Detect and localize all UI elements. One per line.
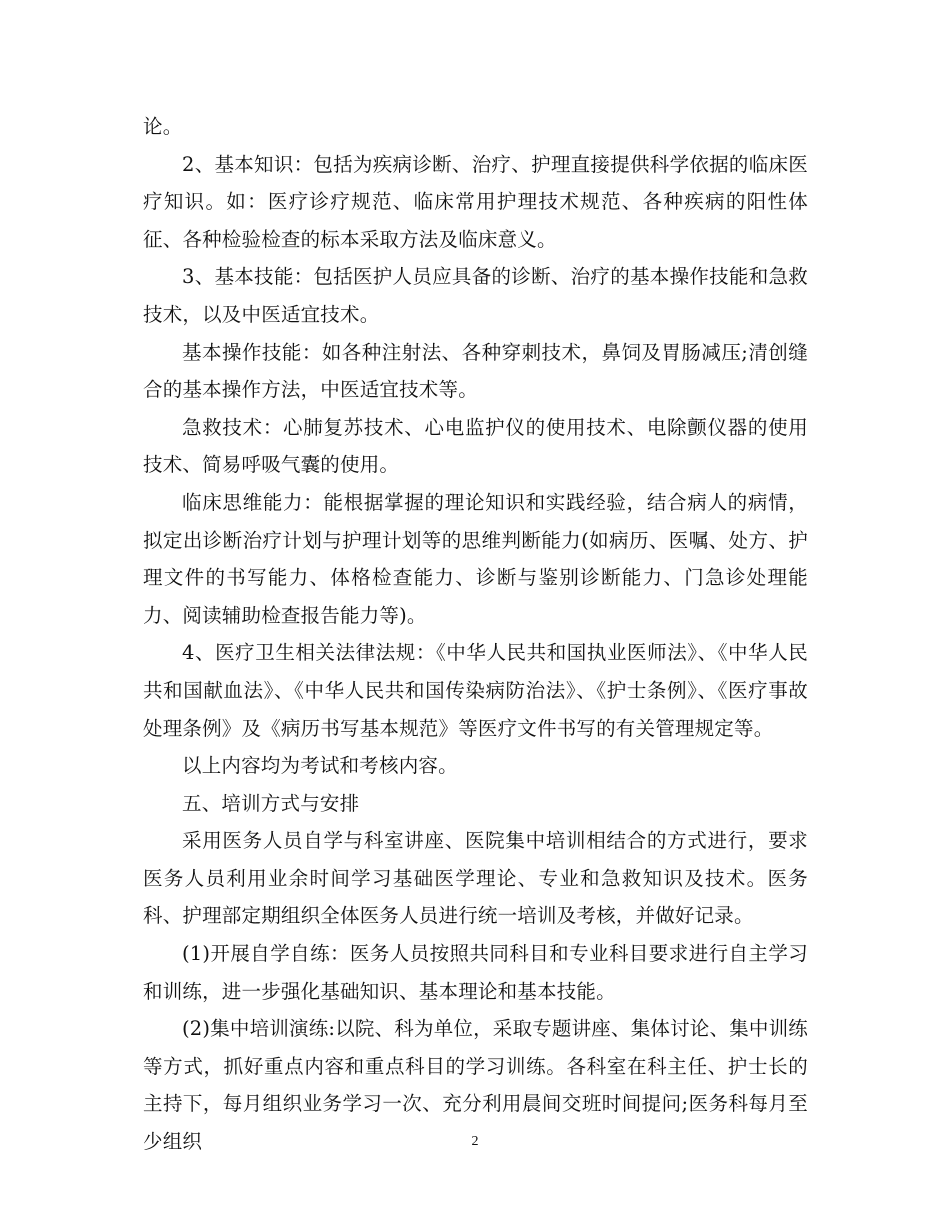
paragraph-clinical-thinking: 临床思维能力：能根据掌握的理论知识和实践经验，结合病人的病情，拟定出诊断治疗计划与护理计划等的思维判断能力(如病历、医嘱、处方、护理文件的书写能力、体格检查能力、诊断与鉴别诊断能力、门急诊处理能力、阅读辅助检查报告能力等)。 (143, 490, 808, 627)
paragraph-basic-skills: 3、基本技能：包括医护人员应具备的诊断、治疗的基本操作技能和急救技术，以及中医适宜技术。 (143, 265, 808, 326)
paragraph-basic-operation-skills: 基本操作技能：如各种注射法、各种穿刺技术，鼻饲及胃肠减压;清创缝合的基本操作方法，中医适宜技术等。 (143, 340, 808, 402)
paragraph-training-approach: 采用医务人员自学与科室讲座、医院集中培训相结合的方式进行，要求医务人员利用业余时间学习基础医学理论、专业和急救知识及技术。医务科、护理部定期组织全体医务人员进行统一培训及考核，并做好记录。 (143, 829, 808, 928)
paragraph-group-training: (2)集中培训演练:以院、科为单位，采取专题讲座、集体讨论、集中训练等方式，抓好重点内容和重点科目的学习训练。各科室在科主任、护士长的主持下，每月组织业务学习一次、充分利用晨间交班时间提问;医务科每月至少组织 (143, 1017, 808, 1154)
section-heading-training-methods: 五、培训方式与安排 (182, 791, 360, 815)
document-body (143, 108, 808, 1161)
paragraph-emergency-techniques: 急救技术：心肺复苏技术、心电监护仪的使用技术、电除颤仪器的使用技术、简易呼吸气囊的使用。 (143, 415, 808, 477)
paragraph-exam-note: 以上内容均为考试和考核内容。 (182, 754, 458, 778)
page-number: 2 (471, 1134, 479, 1149)
paragraph-self-study: (1)开展自学自练：医务人员按照共同科目和专业科目要求进行自主学习和训练，进一步强化基础知识、基本理论和基本技能。 (143, 942, 808, 1003)
paragraph-basic-knowledge: 2、基本知识：包括为疾病诊断、治疗、护理直接提供科学依据的临床医疗知识。如：医疗诊疗规范、临床常用护理技术规范、各种疾病的阳性体征、各种检验检查的标本采取方法及临床意义。 (143, 152, 808, 251)
paragraph-laws-regulations: 4、医疗卫生相关法律法规：《中华人民共和国执业医师法》、《中华人民共和国献血法》、《中华人民共和国传染病防治法》、《护士条例》、《医疗事故处理条例》及《病历书写基本规范》等医疗文件书写的有关管理规定等。 (143, 641, 808, 740)
paragraph-continuation: 论。 (143, 115, 183, 138)
